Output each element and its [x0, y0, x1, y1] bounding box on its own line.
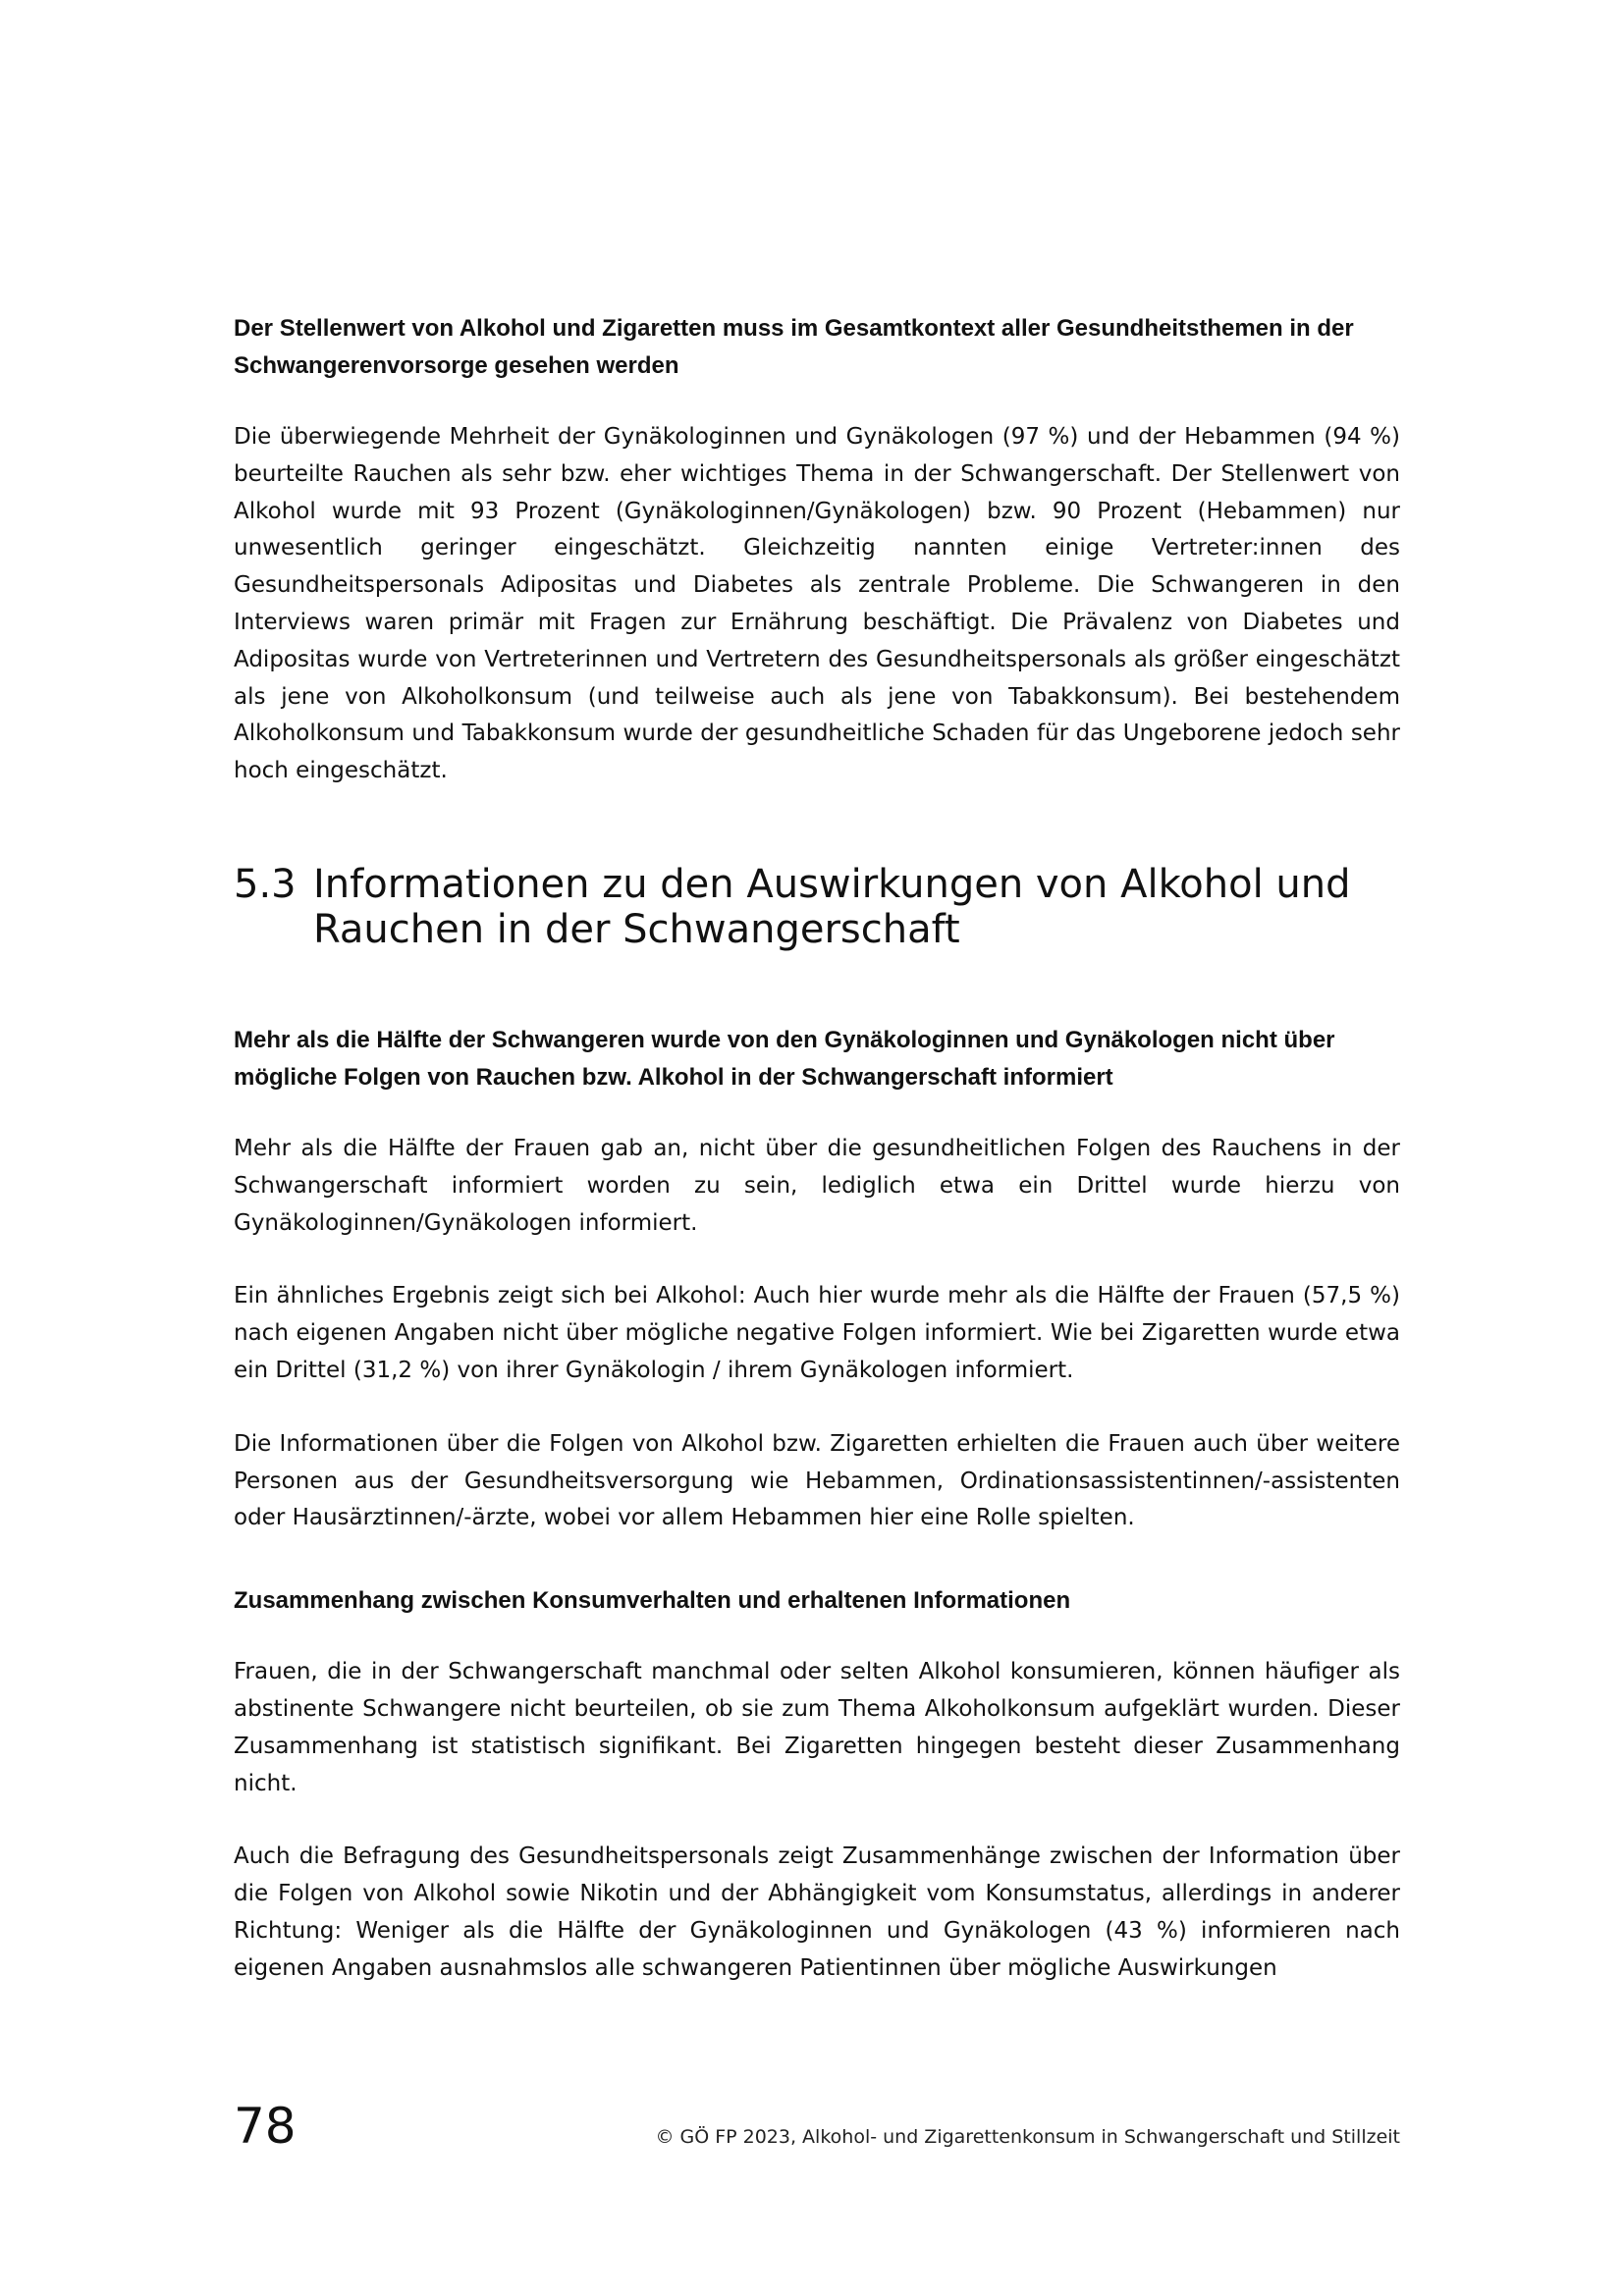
section-heading: [234, 862, 1400, 952]
paragraph-importance: Die überwiegende Mehrheit der Gynäkologinnen und Gynäkologen (97 %) und der Hebammen (94 %) beurteilte Rauchen als sehr bzw. eher wichtiges Thema in der Schwangerschaft. Der Stellenwert von Alkohol wurde mit 93 Prozent (Gynäkologinnen/Gynäkologen) bzw. 90 Prozent (Hebammen) nur unwesentlich geringer eingeschätzt. Gleichzeitig nannten einige Vertreter:innen des Gesundheitspersonals Adipositas und Diabetes als zentrale Probleme. Die Schwangeren in den Interviews waren primär mit Fragen zur Ernährung beschäftigt. Die Prävalenz von Diabetes und Adipositas wurde von Vertreterinnen und Vertretern des Gesundheitspersonals als größer eingeschätzt als jene von Alkoholkonsum (und teilweise auch als jene von Tabakkonsum). Bei bestehendem Alkoholkonsum und Tabakkonsum wurde der gesundheitliche Schaden für das Ungeborene jedoch sehr hoch eingeschätzt.: [234, 424, 1400, 784]
paragraph-alcohol-information: Ein ähnliches Ergebnis zeigt sich bei Alkohol: Auch hier wurde mehr als die Hälfte der Frauen (57,5 %) nach eigenen Angaben nicht über mögliche negative Folgen informiert. Wie bei Zigaretten wurde etwa ein Drittel (31,2 %) von ihrer Gynäkologin / ihrem Gynäkologen informiert.: [234, 1283, 1400, 1383]
paragraph-consumption-relation: Frauen, die in der Schwangerschaft manchmal oder selten Alkohol konsumieren, können häufiger als abstinente Schwangere nicht beurteilen, ob sie zum Thema Alkoholkonsum aufgeklärt wurden. Dieser Zusammenhang ist statistisch signifikant. Bei Zigaretten hingegen besteht dieser Zusammenhang nicht.: [234, 1659, 1400, 1796]
page-content: [234, 310, 1400, 1988]
paragraph-smoking-information: Mehr als die Hälfte der Frauen gab an, nicht über die gesundheitlichen Folgen des Rauchens in der Schwangerschaft informiert worden zu sein, lediglich etwa ein Drittel wurde hierzu von Gynäkologinnen/Gynäkologen informiert.: [234, 1135, 1400, 1236]
lead-heading-information: Mehr als die Hälfte der Schwangeren wurde von den Gynäkologinnen und Gynäkologen nicht über mögliche Folgen von Rauchen bzw. Alkohol in der Schwangerschaft informiert: [234, 1026, 1335, 1091]
section-number: 5.3: [234, 861, 297, 907]
section-title: Informationen zu den Auswirkungen von Alkohol und Rauchen in der Schwangerschaft: [313, 861, 1351, 952]
subheading-consumption-relation: Zusammenhang zwischen Konsumverhalten und erhaltenen Informationen: [234, 1587, 1071, 1615]
lead-heading-importance: Der Stellenwert von Alkohol und Zigaretten muss im Gesamtkontext aller Gesundheitsthemen in der Schwangerenvorsorge gesehen werden: [234, 315, 1354, 379]
footer-citation: © GÖ FP 2023, Alkohol- und Zigarettenkonsum in Schwangerschaft und Stillzeit: [655, 2126, 1400, 2148]
paragraph-health-staff-survey: Auch die Befragung des Gesundheitspersonals zeigt Zusammenhänge zwischen der Information über die Folgen von Alkohol sowie Nikotin und der Abhängigkeit vom Konsumstatus, allerdings in anderer Richtung: Weniger als die Hälfte der Gynäkologinnen und Gynäkologen (43 %) informieren nach eigenen Angaben ausnahmslos alle schwangeren Patientinnen über mögliche Auswirkungen: [234, 1843, 1400, 1981]
paragraph-other-sources: Die Informationen über die Folgen von Alkohol bzw. Zigaretten erhielten die Frauen auch über weitere Personen aus der Gesundheitsversorgung wie Hebammen, Ordinationsassistentinnen/-assistenten oder Hausärztinnen/-ärzte, wobei vor allem Hebammen hier eine Rolle spielten.: [234, 1430, 1400, 1531]
page-number: 78: [234, 2098, 297, 2155]
